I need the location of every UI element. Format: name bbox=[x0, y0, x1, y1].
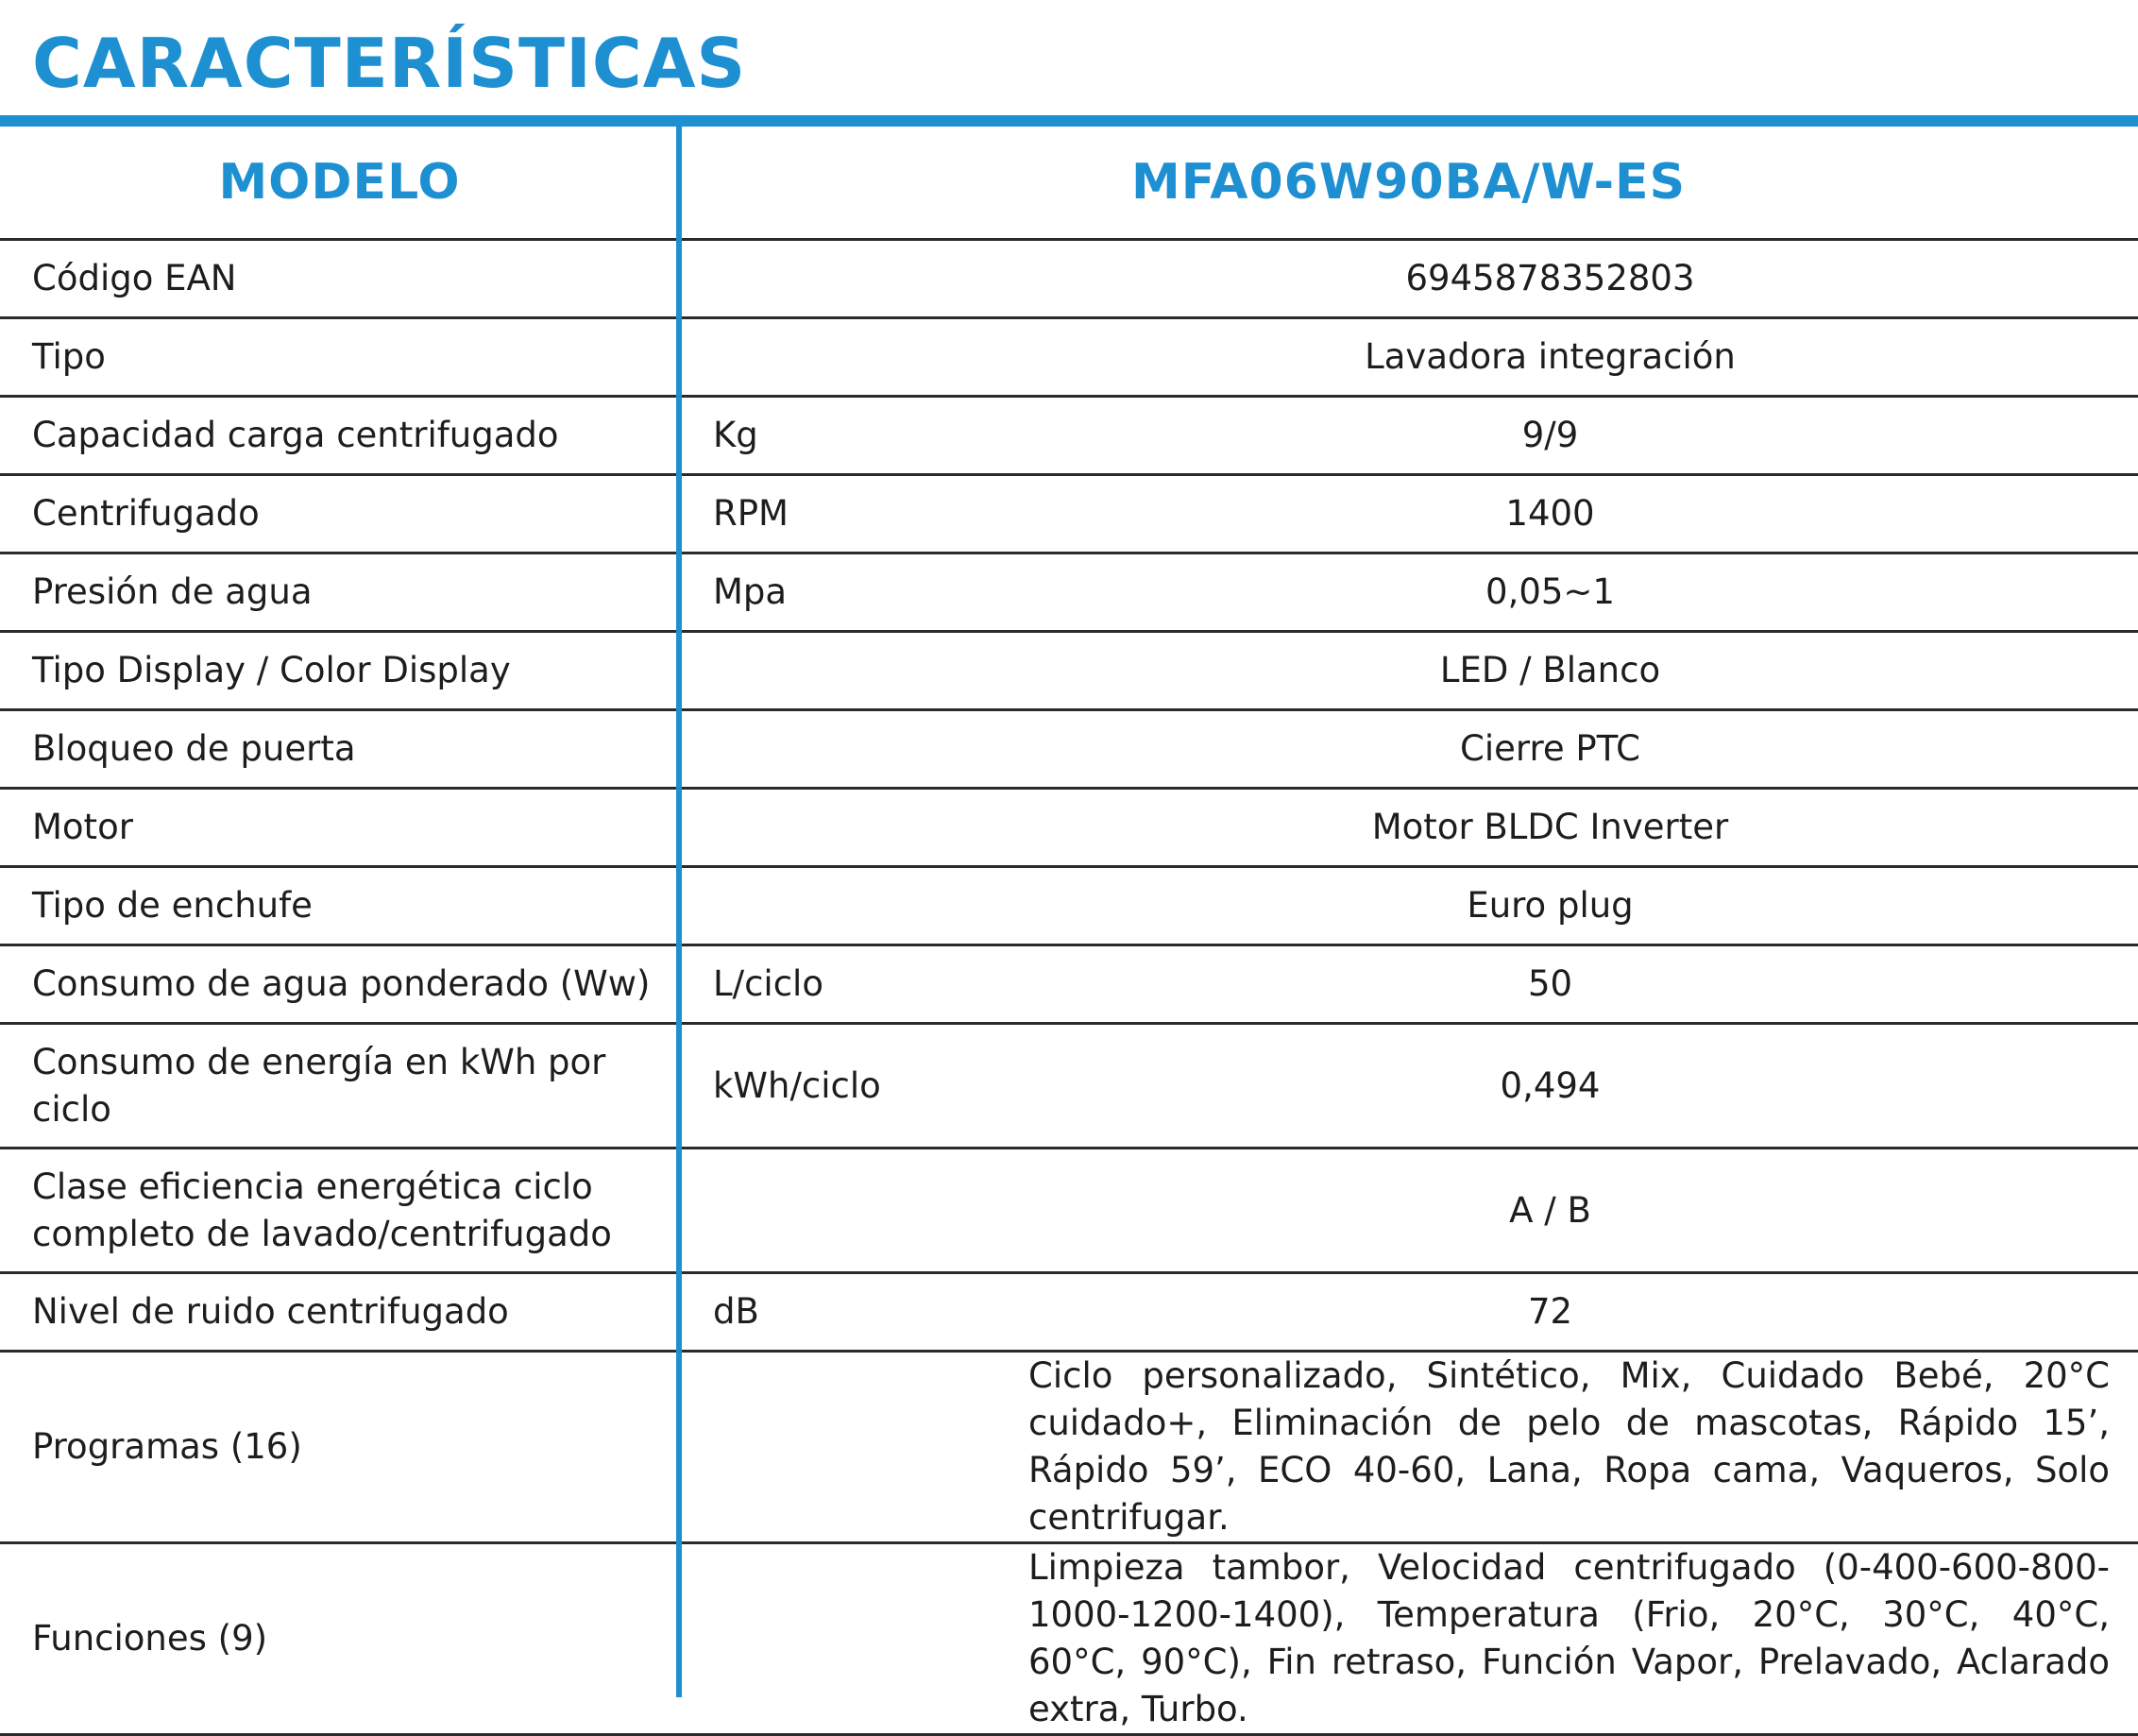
row-unit bbox=[679, 710, 962, 789]
row-unit: kWh/ciclo bbox=[679, 1024, 962, 1149]
row-unit bbox=[679, 1149, 962, 1273]
row-value: 6945878352803 bbox=[962, 240, 2138, 318]
row-value: 1400 bbox=[962, 475, 2138, 553]
row-unit bbox=[679, 867, 962, 945]
header-label-modelo: MODELO bbox=[0, 127, 679, 240]
table-row bbox=[0, 789, 2138, 867]
row-unit: L/ciclo bbox=[679, 945, 962, 1024]
row-label: Código EAN bbox=[0, 240, 679, 318]
table-row bbox=[0, 475, 2138, 553]
row-unit bbox=[679, 240, 962, 318]
row-value: Cierre PTC bbox=[962, 710, 2138, 789]
row-value: 72 bbox=[962, 1273, 2138, 1352]
row-label: Motor bbox=[0, 789, 679, 867]
table-row bbox=[0, 318, 2138, 397]
row-value: 0,494 bbox=[962, 1024, 2138, 1149]
row-label: Consumo de energía en kWh por ciclo bbox=[0, 1024, 679, 1149]
table-row bbox=[0, 553, 2138, 632]
title-underline-bar bbox=[0, 115, 2138, 127]
row-label: Presión de agua bbox=[0, 553, 679, 632]
row-unit: Kg bbox=[679, 397, 962, 475]
table-row bbox=[0, 240, 2138, 318]
row-label: Capacidad carga centrifugado bbox=[0, 397, 679, 475]
table-row bbox=[0, 1024, 2138, 1149]
row-label: Consumo de agua ponderado (Ww) bbox=[0, 945, 679, 1024]
row-value: Ciclo personalizado, Sintético, Mix, Cuidado Bebé, 20°C cuidado+, Eliminación de pelo de mascotas, Rápido 15’, Rápido 59’, ECO 40-60, Lana, Ropa cama, Vaqueros, Solo centrifugar. bbox=[962, 1352, 2138, 1543]
row-value: Motor BLDC Inverter bbox=[962, 789, 2138, 867]
table-row bbox=[0, 710, 2138, 789]
row-label: Bloqueo de puerta bbox=[0, 710, 679, 789]
row-value: 9/9 bbox=[962, 397, 2138, 475]
row-unit bbox=[679, 1352, 962, 1543]
row-label: Nivel de ruido centrifugado bbox=[0, 1273, 679, 1352]
row-label: Tipo Display / Color Display bbox=[0, 632, 679, 710]
row-unit bbox=[679, 632, 962, 710]
row-unit bbox=[679, 1543, 962, 1735]
row-unit bbox=[679, 789, 962, 867]
row-value: 50 bbox=[962, 945, 2138, 1024]
row-value: A / B bbox=[962, 1149, 2138, 1273]
table-row bbox=[0, 632, 2138, 710]
table-row bbox=[0, 397, 2138, 475]
row-label: Tipo bbox=[0, 318, 679, 397]
row-value: LED / Blanco bbox=[962, 632, 2138, 710]
row-value: Euro plug bbox=[962, 867, 2138, 945]
header-model-code: MFA06W90BA/W-ES bbox=[679, 127, 2138, 240]
table-row bbox=[0, 945, 2138, 1024]
row-label: Funciones (9) bbox=[0, 1543, 679, 1735]
row-label: Tipo de enchufe bbox=[0, 867, 679, 945]
table-row bbox=[0, 867, 2138, 945]
row-value: 0,05~1 bbox=[962, 553, 2138, 632]
row-value: Limpieza tambor, Velocidad centrifugado (0-400-600-800-1000-1200-1400), Temperatura (Frio, 20°C, 30°C, 40°C, 60°C, 90°C), Fin retraso, Función Vapor, Prelavado, Aclarado extra, Turbo. bbox=[962, 1543, 2138, 1735]
table-row bbox=[0, 1273, 2138, 1352]
table-row bbox=[0, 1352, 2138, 1543]
table-row bbox=[0, 1149, 2138, 1273]
row-label: Centrifugado bbox=[0, 475, 679, 553]
specifications-table bbox=[0, 127, 2138, 1736]
column-divider bbox=[676, 127, 682, 1697]
row-unit bbox=[679, 318, 962, 397]
row-label: Clase eficiencia energética ciclo completo de lavado/centrifugado bbox=[0, 1149, 679, 1273]
table-body bbox=[0, 240, 2138, 1735]
row-unit: Mpa bbox=[679, 553, 962, 632]
row-value: Lavadora integración bbox=[962, 318, 2138, 397]
page-title: CARACTERÍSTICAS bbox=[32, 24, 747, 103]
row-unit: RPM bbox=[679, 475, 962, 553]
row-label: Programas (16) bbox=[0, 1352, 679, 1543]
table-row bbox=[0, 1543, 2138, 1735]
table-header-row bbox=[0, 127, 2138, 240]
row-unit: dB bbox=[679, 1273, 962, 1352]
